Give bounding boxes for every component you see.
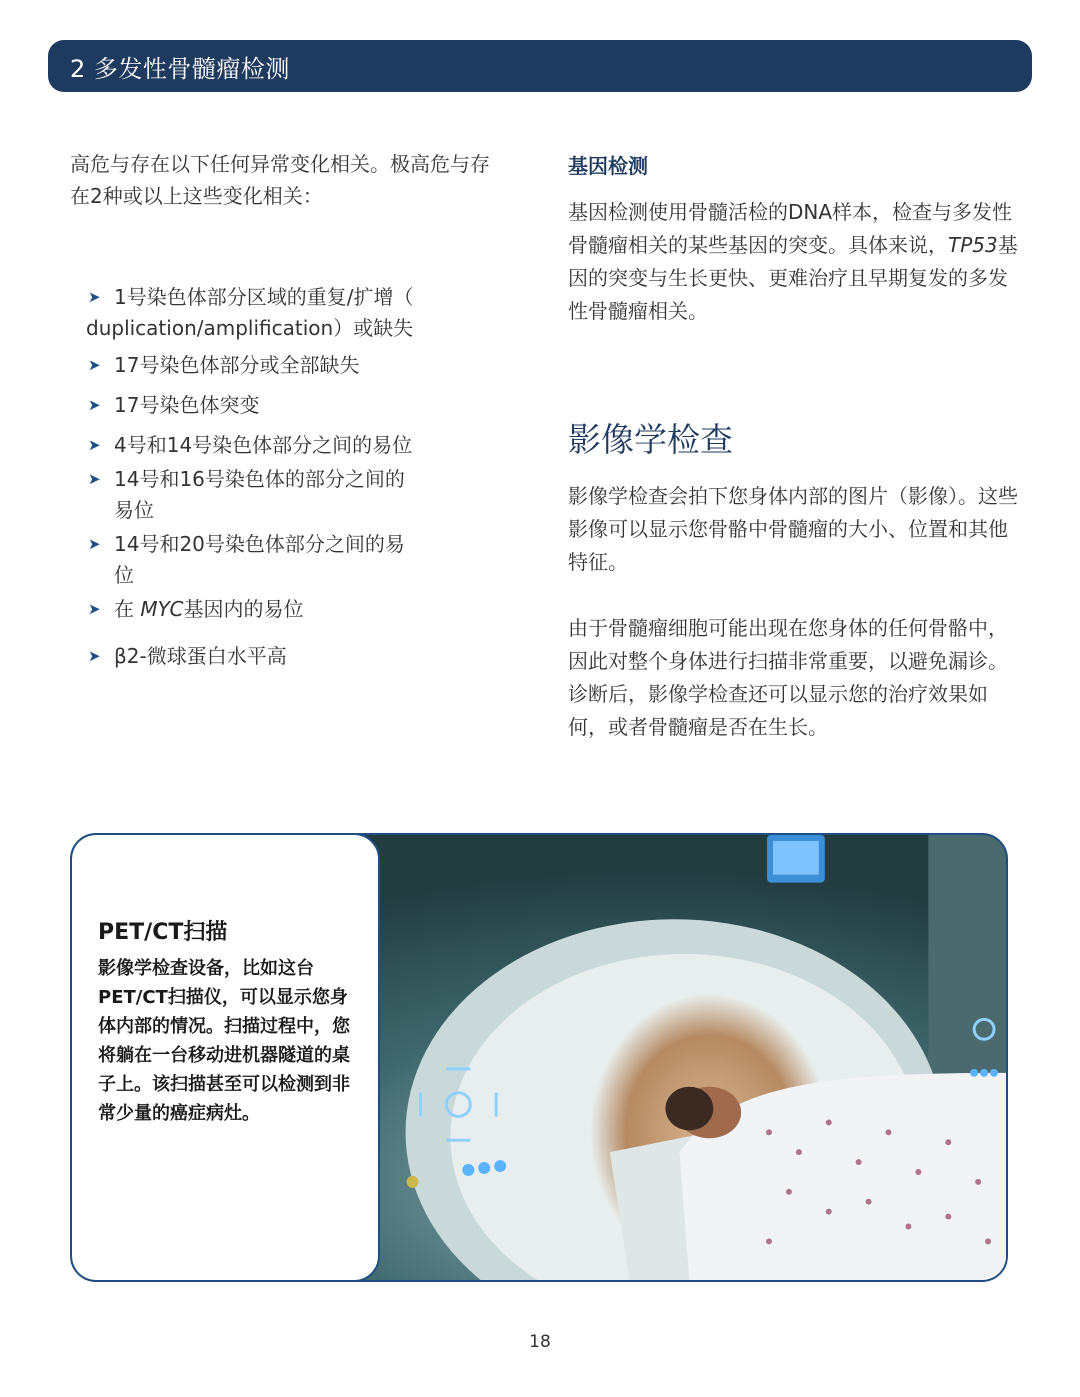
list-item-text: 17号染色体部分或全部缺失 (114, 353, 360, 377)
chevron-right-icon: ➤ (88, 647, 101, 665)
chevron-right-icon: ➤ (88, 288, 101, 306)
list-item (86, 350, 506, 381)
list-item-text: 17号染色体突变 (114, 393, 260, 417)
list-item-text: 4号和14号染色体部分之间的易位 (114, 433, 413, 457)
list-item (86, 430, 506, 461)
gene-testing-text-end: 基因的突变与生长更快、更难治疗且早期复发的多发性骨髓瘤相关。 (568, 233, 1018, 323)
list-item-text-suffix: 基因内的易位 (183, 597, 304, 621)
gene-testing-body (568, 196, 1018, 328)
list-item (86, 282, 506, 344)
list-item-text: 14号和16号染色体的部分之间的易位 (114, 467, 405, 522)
list-item (86, 390, 506, 421)
figure-caption-body: 影像学检查设备，比如这台PET/CT扫描仪，可以显示您身体内部的情况。扫描过程中，您将躺在一台移动进机器隧道的桌子上。该扫描甚至可以检测到非常少量的癌症病灶。 (98, 958, 350, 1124)
intro-paragraph: 高危与存在以下任何异常变化相关。极高危与存在2种或以上这些变化相关： (70, 152, 490, 208)
gene-testing-heading: 基因检测 (568, 154, 648, 178)
gene-name: TP53 (948, 233, 998, 257)
chevron-right-icon: ➤ (88, 470, 101, 488)
page-number: 18 (529, 1332, 551, 1352)
imaging-heading: 影像学检查 (568, 420, 733, 459)
section-header (48, 40, 1032, 92)
chevron-right-icon: ➤ (88, 600, 101, 618)
list-item (86, 529, 414, 591)
list-item (86, 641, 506, 672)
imaging-paragraph-1: 影像学检查会拍下您身体内部的图片（影像）。这些影像可以显示您骨骼中骨髓瘤的大小、位置和其他特征。 (568, 484, 1018, 574)
list-item (86, 464, 414, 526)
imaging-paragraph-2: 由于骨髓瘤细胞可能出现在您身体的任何骨骼中，因此对整个身体进行扫描非常重要，以避免漏诊。诊断后，影像学检查还可以显示您的治疗效果如何，或者骨髓瘤是否在生长。 (568, 616, 1008, 739)
list-item (86, 594, 506, 625)
list-item-text: 1号染色体部分区域的重复/扩增（ (114, 285, 414, 309)
chevron-right-icon: ➤ (88, 356, 101, 374)
abnormality-list (86, 282, 506, 672)
pet-ct-figure (70, 833, 1008, 1282)
figure-caption-title: PET/CT扫描 (98, 920, 228, 945)
chevron-right-icon: ➤ (88, 396, 101, 414)
section-title: 2 多发性骨髓瘤检测 (70, 54, 290, 83)
list-item-text-continued: duplication/amplification）或缺失 (86, 316, 414, 340)
chevron-right-icon: ➤ (88, 436, 101, 454)
figure-caption-box (70, 833, 380, 1282)
gene-name: MYC (140, 597, 184, 621)
chevron-right-icon: ➤ (88, 535, 101, 553)
list-item-text: 14号和20号染色体部分之间的易位 (114, 532, 405, 587)
gene-testing-text: 基因检测使用骨髓活检的DNA样本，检查与多发性骨髓瘤相关的某些基因的突变。具体来说， (568, 200, 1013, 257)
list-item-text-prefix: 在 (114, 597, 141, 621)
list-item-text: β2-微球蛋白水平高 (114, 644, 287, 668)
